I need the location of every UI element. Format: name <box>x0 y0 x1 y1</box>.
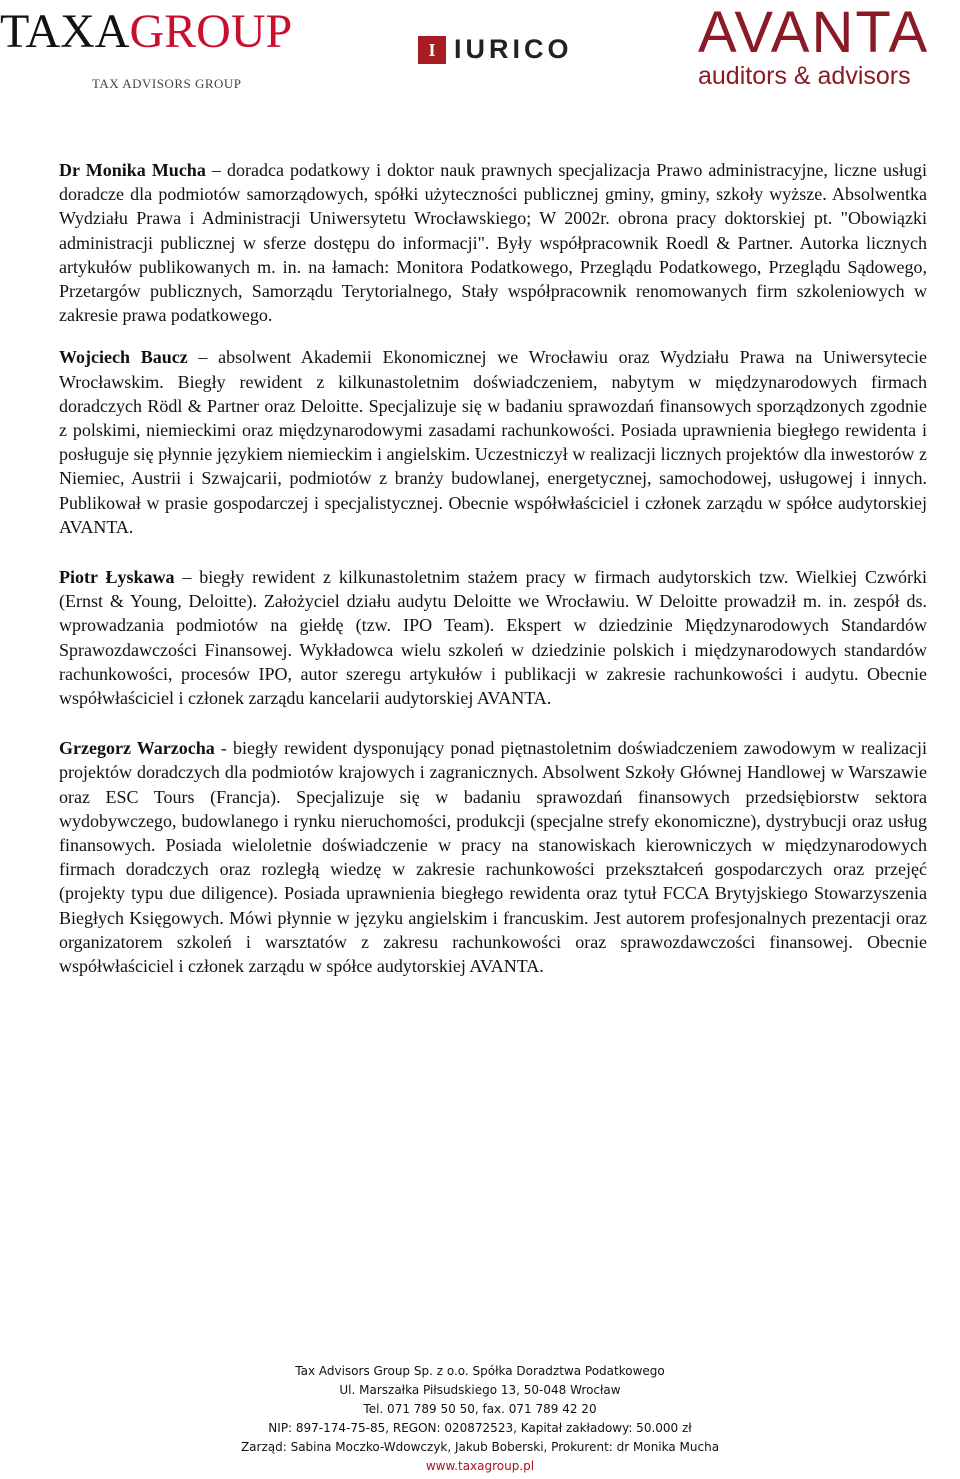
bio-paragraph <box>59 565 927 710</box>
footer-registration: NIP: 897-174-75-85, REGON: 020872523, Kapitał zakładowy: 50.000 zł <box>268 1421 692 1435</box>
taxa-wordmark-black: TAXA <box>0 5 130 58</box>
bio-text: – absolwent Akademii Ekonomicznej we Wrocławiu oraz Wydziału Prawa na Uniwersytecie Wrocławskim. Biegły rewident z kilkunastoletnim doświadczeniem, nabytym w międzynarodowych firmach doradczych Rödl & Partner oraz Deloitte. Specjalizuje się w badaniu sprawozdań finansowych sporządzonych zgodnie z polskimi, niemieckimi oraz międzynarodowymi zasadami rachunkowości. Posiada uprawnienia biegłego rewidenta i posługuje się płynnie językiem niemieckim i angielskim. Uczestniczył w realizacji licznych projektów dla inwestorów z Niemiec, Austrii i Szwajcarii, podmiotów z branży budowlanej, energetycznej, samochodowej, usługowej i innych. Publikował w prasie gospodarczej i specjalistycznej. Obecnie współwłaściciel i członek zarządu w spółce audytorskiej AVANTA. <box>59 347 927 537</box>
taxa-wordmark-red: GROUP <box>129 5 293 58</box>
avanta-tagline: auditors & advisors <box>698 62 911 90</box>
footer-management: Zarząd: Sabina Moczko-Wdowczyk, Jakub Boberski, Prokurent: dr Monika Mucha <box>240 1440 720 1454</box>
bio-text: – biegły rewident z kilkunastoletnim stażem pracy w firmach audytorskich tzw. Wielkiej Czwórki (Ernst & Young, Deloitte). Założyciel działu audytu Deloitte we Wrocławiu. W Deloitte prowadził m. in. zespół ds. wprowadzania podmiotów na giełdę (tzw. IPO Team). Ekspert w dziedzinie Międzynarodowych Standardów Sprawozdawczości Finansowej. Wykładowca wielu szkoleń w dziedzinie polskich i międzynarodowych standardów rachunkowości, procesów IPO, autor szeregu artykułów i publikacji w zakresie rachunkowości i audytu. Obecnie współwłaściciel i członek zarządu kancelarii audytorskiej AVANTA. <box>59 567 927 709</box>
taxa-group-logo <box>0 6 330 92</box>
bio-paragraph <box>59 158 927 327</box>
bio-text: – doradca podatkowy i doktor nauk prawnych specjalizacja Prawo administracyjne, liczne usługi doradcze dla podmiotów samorządowych, spółki użyteczności publicznej gminy, gminy, szkoły wyższe. Absolwentka Wydziału Prawa i Administracji Uniwersytetu Wrocławskiego; W 2002r. obrona pracy doktorskiej pt. "Obowiązki administracji publicznej w sferze dostępu do informacji". Były współpracownik Roedl & Partner. Autorka licznych artykułów publikowanych m. in. na łamach: Monitora Podatkowego, Przeglądu Podatkowego, Przeglądu Sądowego, Przetargów publicznych, Samorządu Terytorialnego, Stały współpracownik renomowanych firm szkoleniowych w zakresie prawa podatkowego. <box>59 160 927 326</box>
company-footer <box>0 1362 960 1476</box>
footer-phone: Tel. 071 789 50 50, fax. 071 789 42 20 <box>363 1402 597 1416</box>
bio-paragraph <box>59 345 927 539</box>
footer-address: Ul. Marszałka Piłsudskiego 13, 50-048 Wrocław <box>339 1383 621 1397</box>
iurico-mark-icon: I <box>418 36 446 64</box>
bio-name: Dr Monika Mucha <box>59 160 206 180</box>
footer-company-name: Tax Advisors Group Sp. z o.o. Spółka Doradztwa Podatkowego <box>295 1364 665 1378</box>
bio-text: - biegły rewident dysponujący ponad piętnastoletnim doświadczeniem zawodowym w realizacji projektów doradczych dla podmiotów krajowych i zagranicznych. Absolwent Szkoły Głównej Handlowej w Warszawie oraz ESC Tours (Francja). Specjalizuje się w badaniu sprawozdań finansowych przedsiębiorstw sektora wydobywczego, budowlanego i rynku nieruchomości, produkcji (specjalne strefy ekonomiczne), dystrybucji oraz usług finansowych. Posiada wieloletnie doświadczenie w pracy na stanowiskach kierowniczych w międzynarodowych firmach doradczych oraz rozległą wiedzę w zakresie rachunkowości przekształceń gospodarczych oraz przejęć (projekty typu due diligence). Posiada uprawnienia biegłego rewidenta oraz tytuł FCCA Brytyjskiego Stowarzyszenia Biegłych Księgowych. Mówi płynnie w języku angielskim i francuskim. Jest autorem profesjonalnych prezentacji oraz organizatorem szkoleń i warsztatów z zakresu rachunkowości oraz sprawozdawczości finansowej. Obecnie współwłaściciel i członek zarządu w spółce audytorskiej AVANTA. <box>59 738 928 977</box>
taxa-group-wordmark <box>0 6 330 58</box>
taxa-group-subtitle: TAX ADVISORS GROUP <box>92 76 242 91</box>
iurico-wordmark: IURICO <box>454 34 573 64</box>
bio-name: Grzegorz Warzocha <box>59 738 215 759</box>
avanta-wordmark: AVANTA <box>698 0 930 65</box>
bio-name: Wojciech Baucz <box>59 347 188 368</box>
bio-name: Piotr Łyskawa <box>59 567 175 588</box>
avanta-logo <box>698 0 958 90</box>
iurico-logo <box>418 34 573 65</box>
footer-website-link[interactable]: www.taxagroup.pl <box>425 1459 535 1473</box>
bios-section <box>59 158 927 978</box>
letterhead <box>0 0 960 110</box>
bio-paragraph <box>59 736 927 978</box>
